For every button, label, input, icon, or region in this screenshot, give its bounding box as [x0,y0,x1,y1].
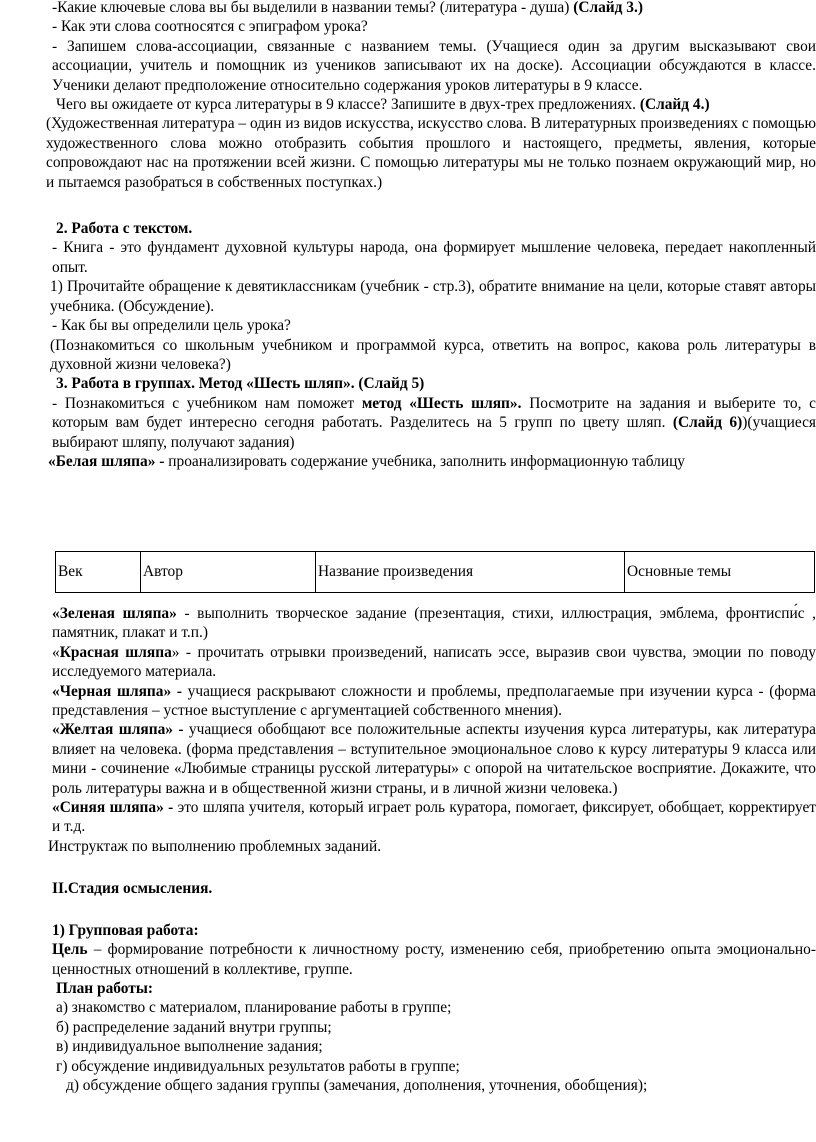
text: – формирование потребности к личностному росту, изменению себя, приобретению опыта эмоционально-ценностных отношений в коллективе, группе. [52,941,816,978]
hat-label-green: «Зеленая шляпа» [52,605,177,622]
paragraph-literature-definition: (Художественная литература – один из видов искусства, искусство слова. В литературных произведениях с помощью художественного слова можно отобразить события прошлого и настоящего, предметы, явления, которые сопровождают нас на протяжении всей жизни. С помощью литературы мы не только познаем окружающий мир, но и пытаемся разобраться в собственных поступках.) [46,115,816,191]
section-heading-text-work: 2. Работа с текстом. [56,220,193,238]
text: « [52,643,60,661]
text: это шляпа учителя, который играет роль куратора, помогает, фиксирует, обобщает, корректирует и т.д. [52,799,816,836]
text: - выполнить творческое задание (презентация, стихи, иллюстрация, эмблема, фронтиспи́с , памятник, плакат и т.п.) [52,605,816,642]
slide-ref: (Слайд 4.) [639,96,710,114]
section-heading-group-work: 3. Работа в группах. Метод «Шесть шляп». (Слайд 5) [56,375,425,393]
hat-label-white: «Белая шляпа» - [48,452,165,470]
paragraph-read-address: 1) Прочитайте обращение к девятиклассникам (учебник - стр.3), обратите внимание на цели, которые ставят авторы учебника. (Обсуждение). [50,278,816,315]
text: проанализировать содержание учебника, заполнить информационную таблицу [168,452,686,470]
spacer [52,192,816,211]
goal-label: Цель [52,941,88,959]
paragraph-black-hat [52,682,816,721]
text: )(учащиеся выбирают шляпу, получают задания) [52,414,816,451]
hat-label-yellow: «Желтая шляпа» - [52,721,184,739]
text: учащиеся обобщают все положительные аспекты изучения курса литературы, как литература влияет на человека. (форма представления – вступительное эмоциональное слово к курсу литературы 9 класса или мини - сочинение «Любимые страницы русской литературы» с опорой на читательское восприятие. Докажите, что роль литературы важна и в общественной жизни страны, и в личной жизни человека.) [52,721,816,797]
paragraph-red-hat [52,643,816,682]
table-row [56,552,815,593]
section-heading-stage-2: II.Стадия осмысления. [52,880,213,898]
text: - Познакомиться с учебником нам поможет [52,394,355,412]
table-header-cell: Автор [141,552,316,593]
list-item: б) распределение заданий внутри группы; [56,1018,332,1036]
list-item: в) индивидуальное выполнение задания; [56,1038,323,1056]
table-header-cell: Основные темы [625,552,815,593]
list-item: г) обсуждение индивидуальных результатов работы в группе; [56,1057,460,1075]
paragraph-keywords [52,0,816,17]
info-table [55,551,815,593]
document-page-continued [48,604,816,1095]
hat-label-red: Красная шляпа [59,643,172,661]
text: Посмотрите на задания и выберите то, с которым вам будет интересно сегодня работать. Разделитесь на 5 групп по цвету шляп. [52,394,816,432]
paragraph-six-hats-intro [52,394,816,452]
list-item: д) обсуждение общего задания группы (замечания, дополнения, уточнения, обобщения); [66,1076,648,1094]
method-name: метод «Шесть шляп». [361,394,522,412]
paragraph-instructions: Инструктаж по выполнению проблемных заданий. [48,837,382,855]
table-header-cell: Название произведения [316,552,625,593]
list-item: а) знакомство с материалом, планирование работы в группе; [56,999,452,1017]
document-page [46,0,816,471]
text: Чего вы ожидаете от курса литературы в 9 классе? Запишите в двух-трех предложениях. [56,96,636,114]
paragraph-epigraph-question: - Как эти слова соотносятся с эпиграфом урока? [52,18,368,36]
text: -Какие ключевые слова вы бы выделили в названии темы? (литература - душа) [52,0,570,16]
plan-heading: План работы: [56,979,153,997]
table-header-cell: Век [56,552,141,593]
spacer [52,856,816,875]
hat-label-black: «Черная шляпа» - [52,682,182,700]
slide-ref: (Слайд 3.) [573,0,643,16]
text: » - прочитать отрывки произведений, написать эссе, выразив свои чувства, эмоции по поводу исследуемого материала. [52,643,816,681]
paragraph-blue-hat [52,798,816,837]
plan-list [52,998,816,1095]
subheading-group-work: 1) Групповая работа: [52,921,199,939]
spacer [52,899,816,921]
paragraph-expectations [52,95,816,114]
paragraph-lesson-goal-question: - Как бы вы определили цель урока? [52,317,291,335]
text: учащиеся раскрывают сложности и проблемы, предполагаемые при изучении курса - (форма представления – устное выступление с аргументацией собственного мнения). [52,682,816,720]
slide-ref: (Слайд 6) [672,414,743,432]
hat-label-blue: «Синяя шляпа» - [52,799,174,817]
paragraph-book-foundation: - Книга - это фундамент духовной культуры народа, она формирует мышление человека, передает накопленный опыт. [52,239,816,276]
paragraph-lesson-goal-answer: (Познакомиться со школьным учебником и программой курса, ответить на вопрос, какова роль литературы в духовной жизни человека?) [50,336,816,373]
paragraph-associations: - Запишем слова-ассоциации, связанные с названием темы. (Учащиеся один за другим высказывают свои ассоциации, учитель и помощник из учеников записывают их на доске). Ассоциации обсуждаются в классе. Ученики делают предположение относительно содержания уроков литературы в 9 классе. [52,37,816,94]
paragraph-green-hat [52,604,816,643]
paragraph-goal [52,940,816,979]
paragraph-yellow-hat [52,720,816,798]
paragraph-white-hat [48,452,816,471]
